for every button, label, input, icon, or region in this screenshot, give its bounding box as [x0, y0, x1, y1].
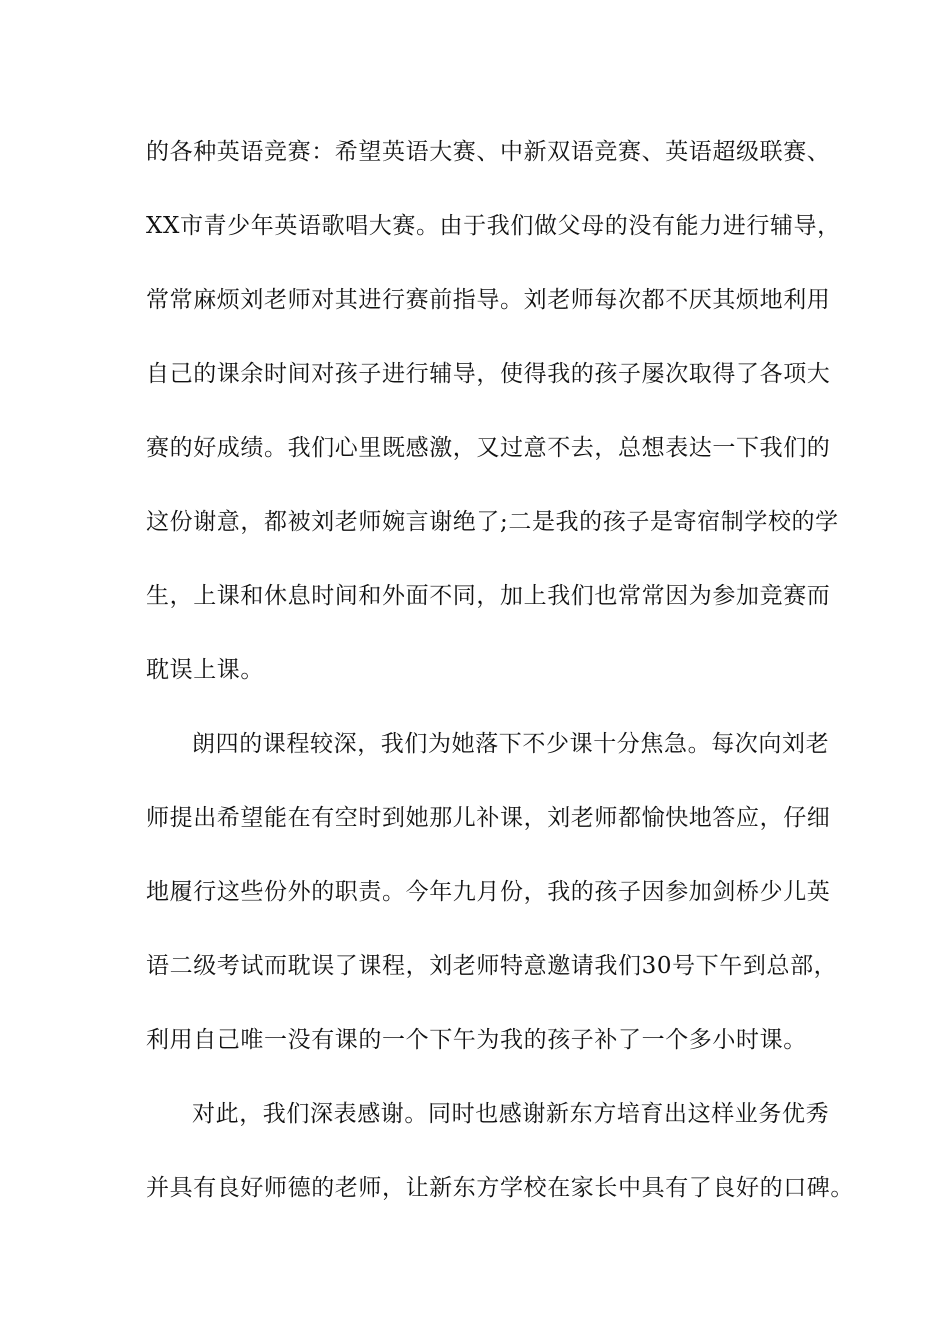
text-line: 利用自己唯一没有课的一个下午为我的孩子补了一个多小时课。	[146, 1027, 807, 1053]
text-line: 常常麻烦刘老师对其进行赛前指导。刘老师每次都不厌其烦地利用	[146, 287, 831, 313]
paragraph-start-line: 对此，我们深表感谢。同时也感谢新东方培育出这样业务优秀	[192, 1101, 830, 1127]
paragraph-start-line: 朗四的课程较深，我们为她落下不少课十分焦急。每次向刘老	[192, 731, 830, 757]
body-text	[146, 132, 854, 1242]
text-line: 语二级考试而耽误了课程，刘老师特意邀请我们30号下午到总部，	[146, 953, 838, 979]
text-line: 并具有良好师德的老师，让新东方学校在家长中具有了良好的口碑。	[146, 1175, 854, 1201]
text-line: XX市青少年英语歌唱大赛。由于我们做父母的没有能力进行辅导，	[146, 213, 841, 239]
text-line: 地履行这些份外的职责。今年九月份，我的孩子因参加剑桥少儿英	[146, 879, 831, 905]
text-line: 自己的课余时间对孩子进行辅导，使得我的孩子屡次取得了各项大	[146, 361, 831, 387]
text-line: 这份谢意，都被刘老师婉言谢绝了;二是我的孩子是寄宿制学校的学	[146, 509, 839, 535]
text-line: 的各种英语竞赛：希望英语大赛、中新双语竞赛、英语超级联赛、	[146, 139, 831, 165]
text-line: 生，上课和休息时间和外面不同，加上我们也常常因为参加竞赛而	[146, 583, 831, 609]
text-line: 师提出希望能在有空时到她那儿补课，刘老师都愉快地答应，仔细	[146, 805, 831, 831]
text-line: 赛的好成绩。我们心里既感激，又过意不去，总想表达一下我们的	[146, 435, 831, 461]
text-line: 耽误上课。	[146, 657, 264, 683]
